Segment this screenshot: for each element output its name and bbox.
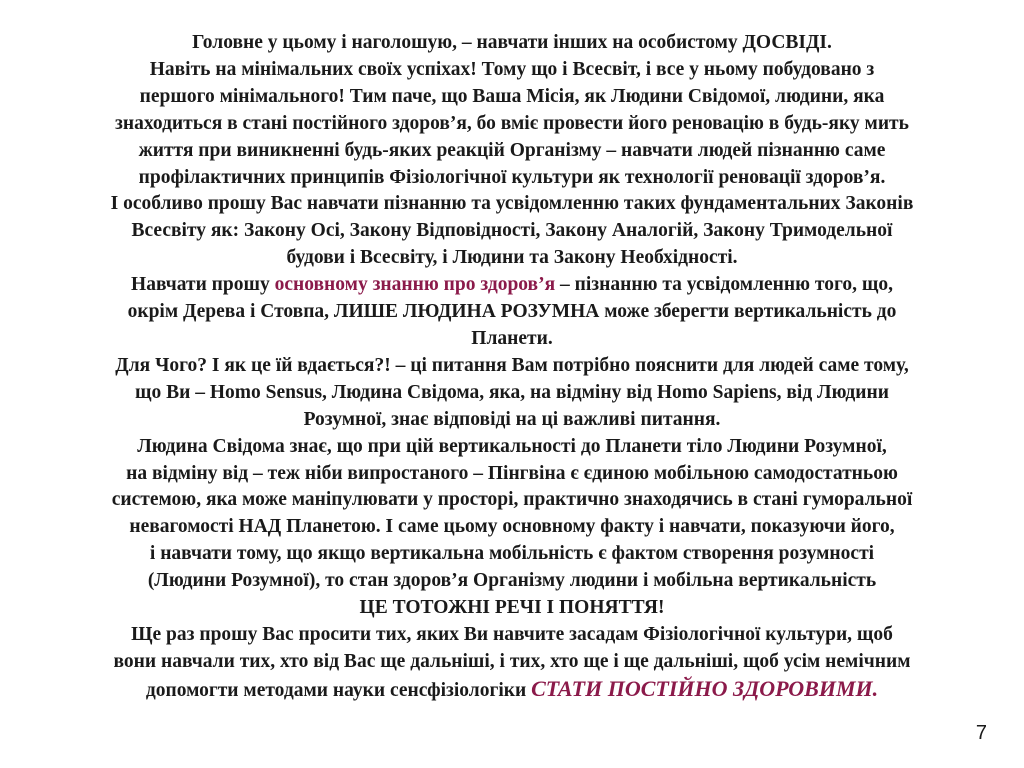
text-line: будови і Всесвіту, і Людини та Закону Необхідності.	[286, 247, 738, 269]
text-line: невагомості НАД Планетою. І саме цьому основному факту і навчати, показуючи його,	[129, 516, 895, 538]
text-line: Навіть на мінімальних своїх успіхах! Тому що і Всесвіт, і все у ньому побудовано з	[149, 58, 875, 80]
text-line: вони навчали тих, хто від Вас ще дальніші, і тих, хто ще і ще дальніші, щоб усім немічним	[113, 650, 911, 672]
text-line: профілактичних принципів Фізіологічної культури як технології реновації здоров’я.	[138, 166, 886, 188]
text-fragment: Навчати прошу	[131, 274, 275, 296]
text-line: Людина Свідома знає, що при цій вертикальності до Планети тіло Людини Розумної,	[137, 435, 887, 457]
text-line: першого мінімального! Тим паче, що Ваша Місія, як Людини Свідомої, людини, яка	[139, 85, 885, 107]
text-line: ЦЕ ТОТОЖНІ РЕЧІ І ПОНЯТТЯ!	[359, 597, 665, 619]
text-line: Ще раз прошу Вас просити тих, яких Ви навчите засадам Фізіологічної культури, щоб	[131, 623, 893, 645]
text-line: системою, яка може маніпулювати у просторі, практично знаходячись в стані гуморальної	[111, 489, 913, 511]
final-slogan: СТАТИ ПОСТІЙНО ЗДОРОВИМИ.	[531, 675, 879, 701]
text-line: знаходиться в стані постійного здоров’я, бо вміє провести його реновацію в будь-яку мить	[115, 112, 909, 134]
text-line: (Людини Розумної), то стан здоров’я Організму людини і мобільна вертикальність	[147, 570, 877, 592]
text-line: що Ви – Homo Sensus, Людина Свідома, яка, на відміну від Homo Sapiens, від Людини	[135, 381, 889, 403]
text-line: і навчати тому, що якщо вертикальна мобільність є фактом створення розумності	[149, 543, 875, 565]
text-line: Для Чого? І як це їй вдається?! – ці питання Вам потрібно пояснити для людей саме тому,	[115, 354, 909, 376]
text-line: життя при виникненні будь-яких реакцій Організму – навчати людей пізнанню саме	[138, 139, 886, 161]
text-fragment: допомогти методами науки сенсфізіологіки	[145, 679, 532, 701]
text-fragment: – пізнанню та усвідомленню того, що,	[555, 274, 893, 296]
body-text	[30, 30, 994, 705]
text-line: Всесвіту як: Закону Осі, Закону Відповідності, Закону Аналогій, Закону Тримодельної	[131, 220, 893, 242]
text-line: І особливо прошу Вас навчати пізнанню та усвідомленню таких фундаментальних Законів	[110, 193, 914, 215]
text-line: Головне у цьому і наголошую, – навчати інших на особистому ДОСВІДІ.	[192, 32, 832, 53]
text-line-final	[30, 676, 994, 705]
text-line: Планети.	[471, 327, 553, 349]
page-number: 7	[975, 722, 987, 744]
text-line: Розумної, знає відповіді на ці важливі питання.	[303, 408, 721, 430]
health-knowledge-highlight: основному знанню про здоров’я	[274, 274, 556, 296]
text-line-with-accent	[30, 272, 994, 299]
text-line: на відміну від – теж ніби випростаного – Пінгвіна є єдиною мобільною самодостатньою	[126, 462, 898, 484]
text-line: окрім Дерева і Стовпа, ЛИШЕ ЛЮДИНА РОЗУМНА може зберегти вертикальність до	[127, 301, 897, 323]
